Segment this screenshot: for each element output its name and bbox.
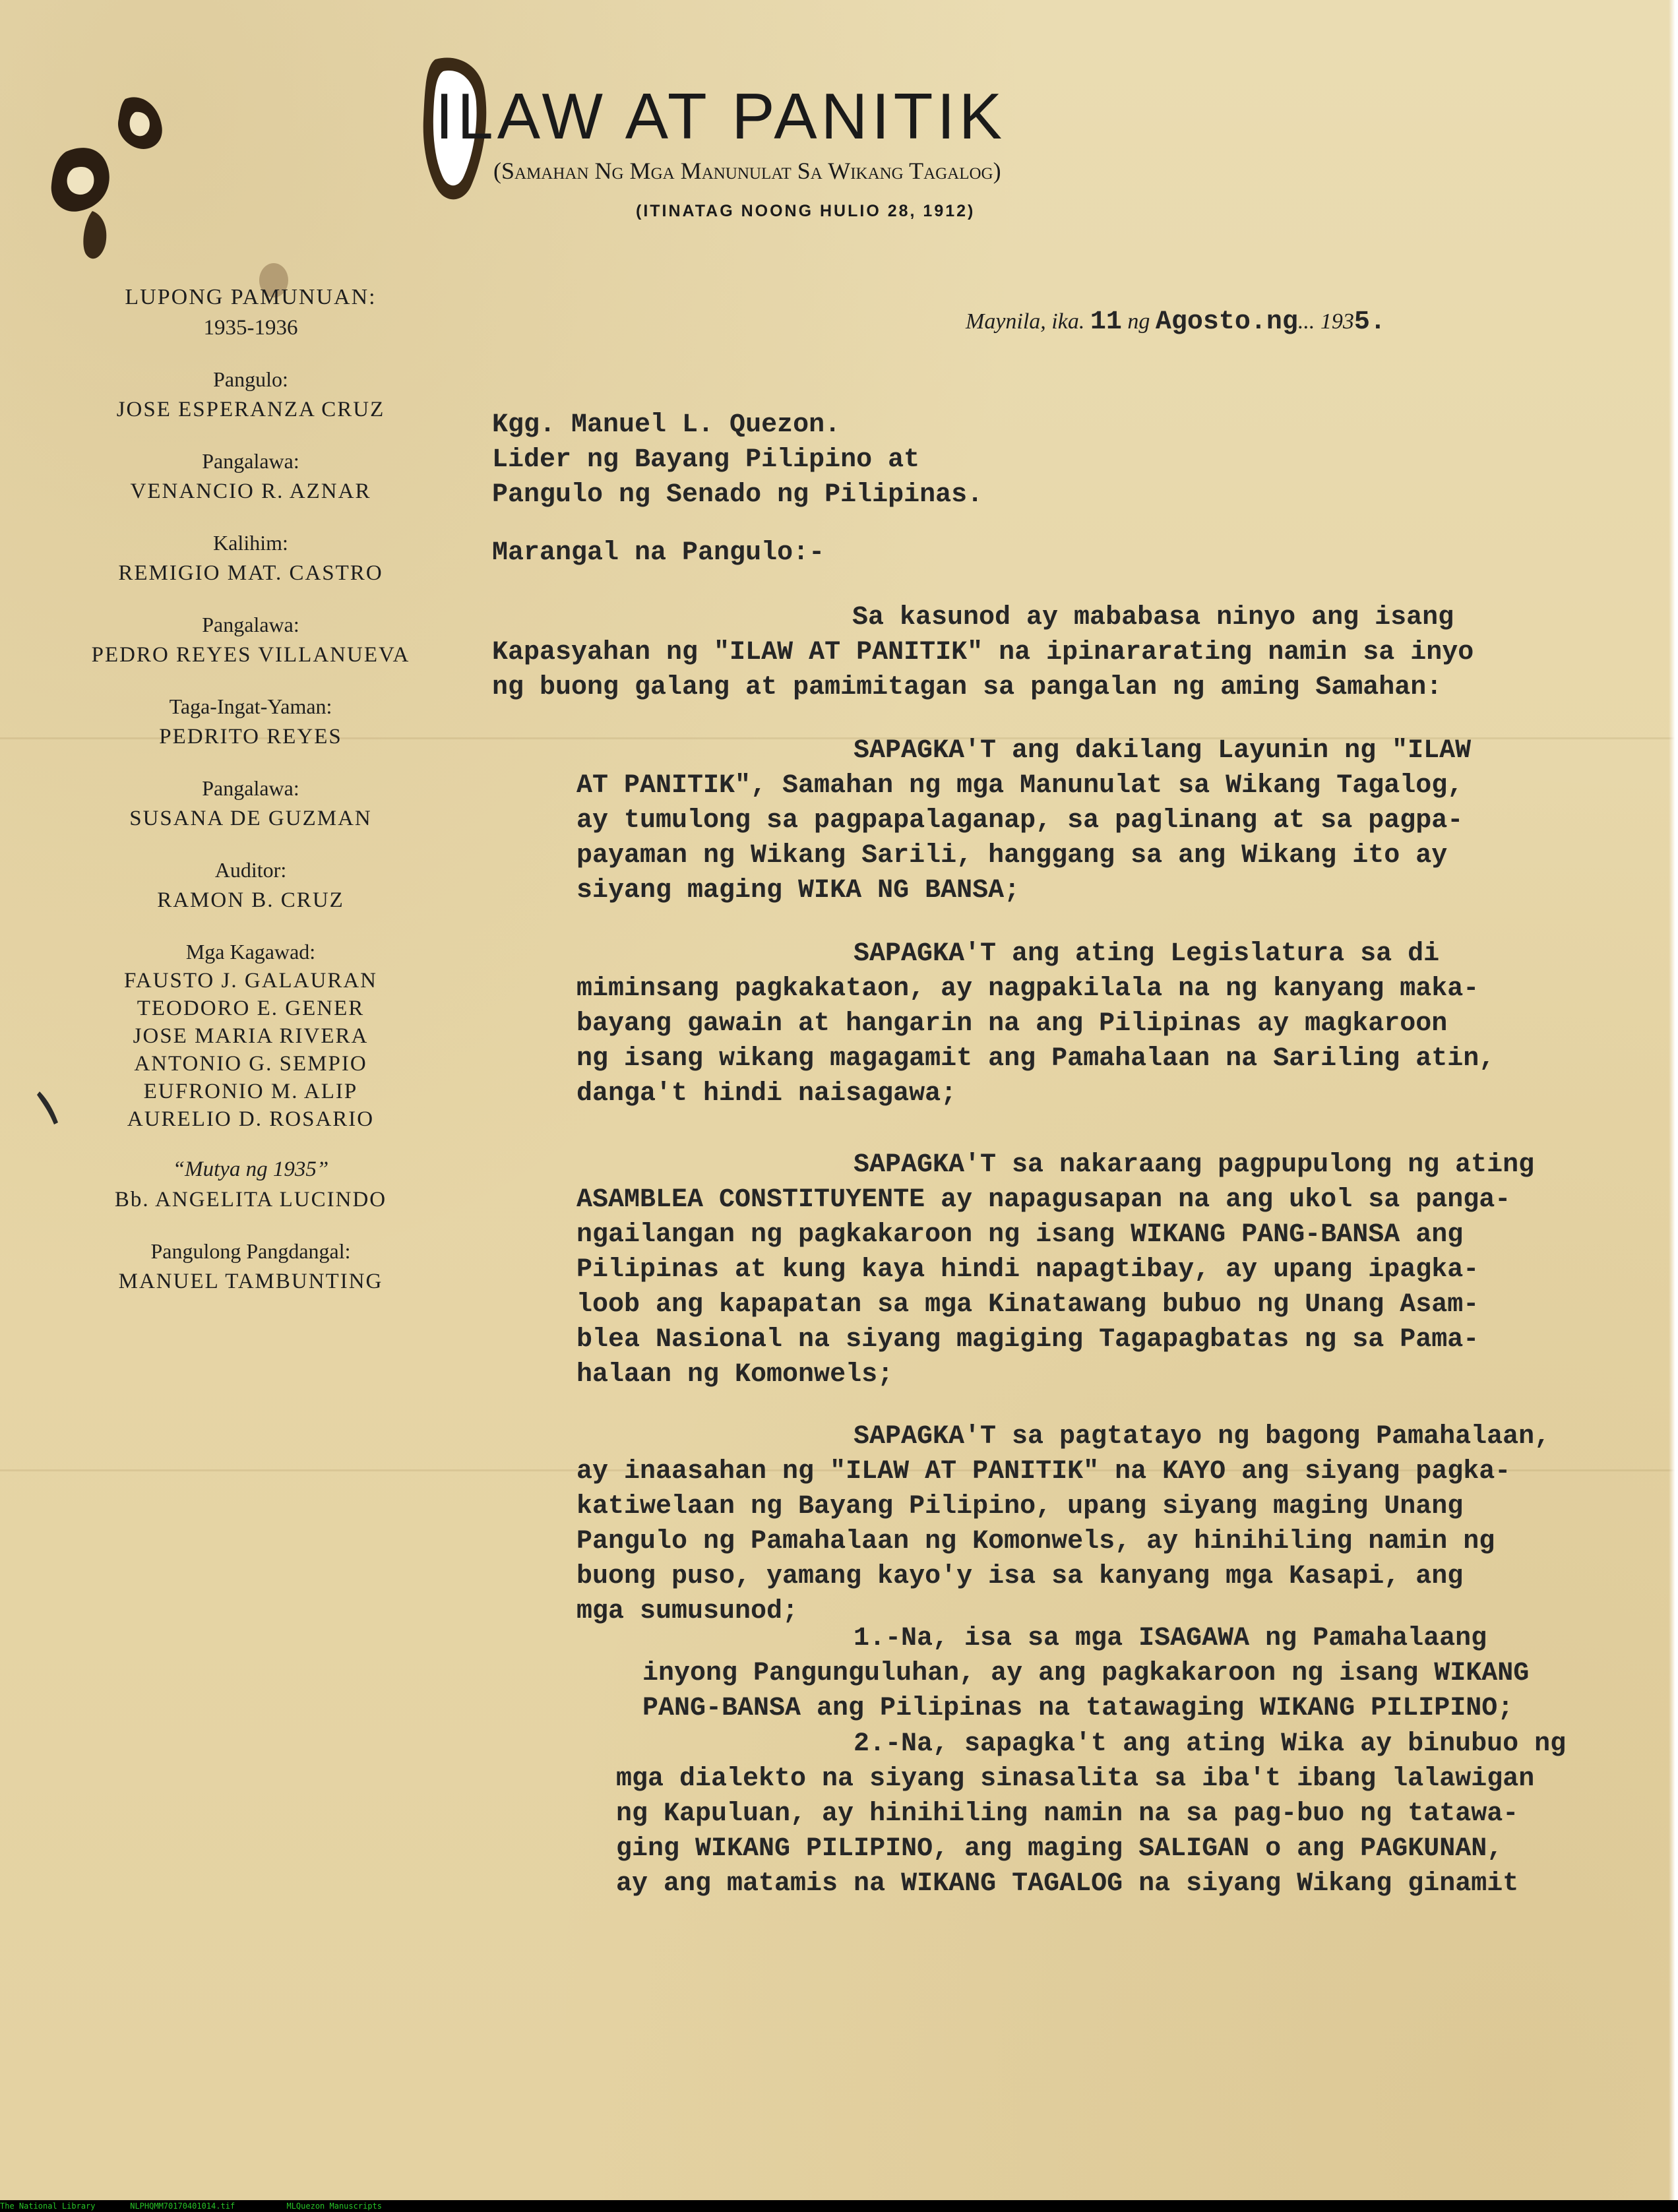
text-line: SAPAGKA'T ang dakilang Layunin ng "ILAW [854, 736, 1472, 766]
muse-title: “Mutya ng 1935” [172, 1157, 329, 1181]
text-line: Pangulo ng Pamahalaan ng Komonwels, ay hinihiling namin ng [576, 1527, 1495, 1556]
address-line: Pangulo ng Senado ng Pilipinas. [492, 480, 983, 510]
members-role: Mga Kagawad: [185, 940, 316, 964]
officer-name: PEDRO REYES VILLANUEVA [91, 643, 410, 667]
clause-paragraph [576, 1148, 1534, 1392]
scan-edge [1669, 0, 1678, 2200]
text-line: SAPAGKA'T sa pagtatayo ng bagong Pamahalaan, [854, 1422, 1551, 1452]
member-name: JOSE MARIA RIVERA [133, 1024, 369, 1048]
officer-name: REMIGIO MAT. CASTRO [118, 561, 383, 585]
text-line: mga sumusunod; [576, 1597, 799, 1626]
date-dots: ... [1297, 309, 1315, 334]
recipient-address [492, 408, 983, 512]
letterhead-subtitle: (Samahan Ng Mga Manunulat Sa Wikang Tagalog) [493, 158, 1001, 184]
text-line: danga't hindi naisagawa; [576, 1079, 957, 1109]
request-item [616, 1727, 1566, 1901]
officer-entry [46, 691, 455, 752]
officer-name: VENANCIO R. AZNAR [130, 479, 371, 503]
date-line [966, 307, 1386, 337]
officer-role: Auditor: [214, 858, 287, 882]
date-day: 11 [1090, 307, 1122, 337]
officer-entry [46, 446, 455, 507]
text-line: Pilipinas at kung kaya hindi napagtibay, ay upang ipagka- [576, 1255, 1479, 1285]
clause-paragraph [576, 733, 1471, 908]
request-item [642, 1621, 1529, 1726]
officer-entry [46, 364, 455, 425]
officer-role: Kalihim: [213, 531, 288, 555]
footer-collection: MLQuezon Manuscripts [286, 2201, 382, 2211]
officer-role: Taga-Ingat-Yaman: [169, 694, 332, 718]
text-line: 2.-Na, sapagka't ang ating Wika ay binubuo ng [854, 1729, 1567, 1759]
officer-name: RAMON B. CRUZ [157, 888, 344, 912]
text-line: bayang gawain at hangarin na ang Pilipinas ay magkaroon [576, 1009, 1448, 1039]
member-name: FAUSTO J. GALAURAN [123, 969, 378, 993]
text-line: PANG-BANSA ang Pilipinas na tatawaging WIKANG PILIPINO; [642, 1694, 1514, 1723]
board-header: LUPONG PAMUNUAN: [125, 285, 377, 309]
honorary-entry [46, 1236, 455, 1297]
member-name: ANTONIO G. SEMPIO [134, 1052, 367, 1076]
officer-entry [46, 855, 455, 915]
officer-role: Pangulo: [213, 367, 288, 391]
text-line: ASAMBLEA CONSTITUYENTE ay napagusapan na ang ukol sa panga- [576, 1185, 1511, 1215]
text-line: Kapasyahan ng "ILAW AT PANITIK" na ipinararating namin sa inyo [492, 638, 1474, 667]
text-line: halaan ng Komonwels; [576, 1360, 894, 1390]
officer-entry [46, 528, 455, 588]
honorary-role: Pangulong Pangdangal: [150, 1239, 351, 1263]
officer-role: Pangalawa: [202, 776, 299, 800]
clause-paragraph [576, 937, 1495, 1111]
text-line: miminsang pagkakataon, ay nagpakilala na ng kanyang maka- [576, 974, 1479, 1004]
text-line: loob ang kapapatan sa mga Kinatawang bubuo ng Unang Asam- [576, 1290, 1479, 1320]
text-line: mga dialekto na siyang sinasalita sa iba't ibang lalawigan [616, 1764, 1535, 1794]
board-years: 1935-1936 [203, 316, 298, 340]
text-line: ng buong galang at pamimitagan sa pangalan ng aming Samahan: [492, 673, 1443, 702]
text-line: ng Kapuluan, ay hinihiling namin na sa pag-buo ng tatawa- [616, 1799, 1519, 1829]
address-line: Lider ng Bayang Pilipino at [492, 445, 920, 475]
intro-paragraph [492, 600, 1474, 705]
officer-name: JOSE ESPERANZA CRUZ [116, 398, 385, 421]
text-line: SAPAGKA'T ang ating Legislatura sa di [854, 939, 1440, 969]
member-name: AURELIO D. ROSARIO [127, 1107, 375, 1131]
muse-entry [46, 1154, 455, 1215]
text-line: inyong Pangunguluhan, ay ang pagkakaroon ng isang WIKANG [642, 1659, 1530, 1688]
footer-library: The National Library [0, 2201, 96, 2211]
text-line: ay inaasahan ng "ILAW AT PANITIK" na KAYO ang siyang pagka- [576, 1457, 1511, 1487]
clause-paragraph [576, 1419, 1550, 1629]
members-list [46, 937, 455, 1133]
date-month: Agosto.ng [1155, 307, 1298, 337]
footer-file: NLPHQMM70170401014.tif [130, 2201, 235, 2211]
text-line: payaman ng Wikang Sarili, hanggang sa ang Wikang ito ay [576, 841, 1448, 871]
text-line: blea Nasional na siyang magiging Tagapagbatas ng sa Pama- [576, 1325, 1479, 1355]
text-line: Sa kasunod ay mababasa ninyo ang isang [852, 603, 1454, 632]
officer-name: SUSANA DE GUZMAN [129, 807, 372, 830]
officer-name: PEDRITO REYES [159, 725, 342, 749]
scan-footer [0, 2200, 1678, 2212]
date-prefix: Maynila, ika. [966, 309, 1085, 334]
officer-entry [46, 609, 455, 670]
member-name: TEODORO E. GENER [137, 997, 365, 1020]
officer-role: Pangalawa: [202, 449, 299, 473]
letterhead-title: ILAW AT PANITIK [435, 80, 1007, 152]
text-line: buong puso, yamang kayo'y isa sa kanyang mga Kasapi, ang [576, 1562, 1464, 1591]
burn-mark-left [26, 79, 198, 270]
text-line: ngailangan ng pagkakaroon ng isang WIKANG PANG-BANSA ang [576, 1220, 1464, 1250]
text-line: siyang maging WIKA NG BANSA; [576, 876, 1020, 906]
text-line: AT PANITIK", Samahan ng mga Manunulat sa Wikang Tagalog, [576, 771, 1464, 801]
board-sidebar [46, 282, 455, 1297]
text-line: katiwelaan ng Bayang Pilipino, upang siyang maging Unang [576, 1492, 1464, 1521]
text-line: ging WIKANG PILIPINO, ang maging SALIGAN o ang PAGKUNAN, [616, 1834, 1503, 1864]
text-line: 1.-Na, isa sa mga ISAGAWA ng Pamahalaang [854, 1624, 1487, 1653]
officer-role: Pangalawa: [202, 613, 299, 636]
text-line: ay tumulong sa pagpapalaganap, sa paglinang at sa pagpa- [576, 806, 1464, 836]
text-line: ng isang wikang magagamit ang Pamahalaan na Sariling atin, [576, 1044, 1495, 1074]
date-year-digit: 5. [1353, 307, 1386, 337]
date-ng: ng [1127, 309, 1150, 334]
honorary-name: MANUEL TAMBUNTING [118, 1270, 383, 1293]
text-line: SAPAGKA'T sa nakaraang pagpupulong ng ating [854, 1150, 1535, 1180]
letterhead-founded: (ITINATAG NOONG HULIO 28, 1912) [636, 202, 976, 220]
salutation: Marangal na Pangulo:- [492, 538, 825, 568]
text-line: ay ang matamis na WIKANG TAGALOG na siyang Wikang ginamit [616, 1869, 1519, 1899]
address-line: Kgg. Manuel L. Quezon. [492, 410, 841, 440]
muse-name: Bb. ANGELITA LUCINDO [114, 1188, 387, 1212]
date-year-prefix: 193 [1320, 309, 1354, 334]
member-name: EUFRONIO M. ALIP [143, 1080, 358, 1103]
officer-entry [46, 773, 455, 834]
